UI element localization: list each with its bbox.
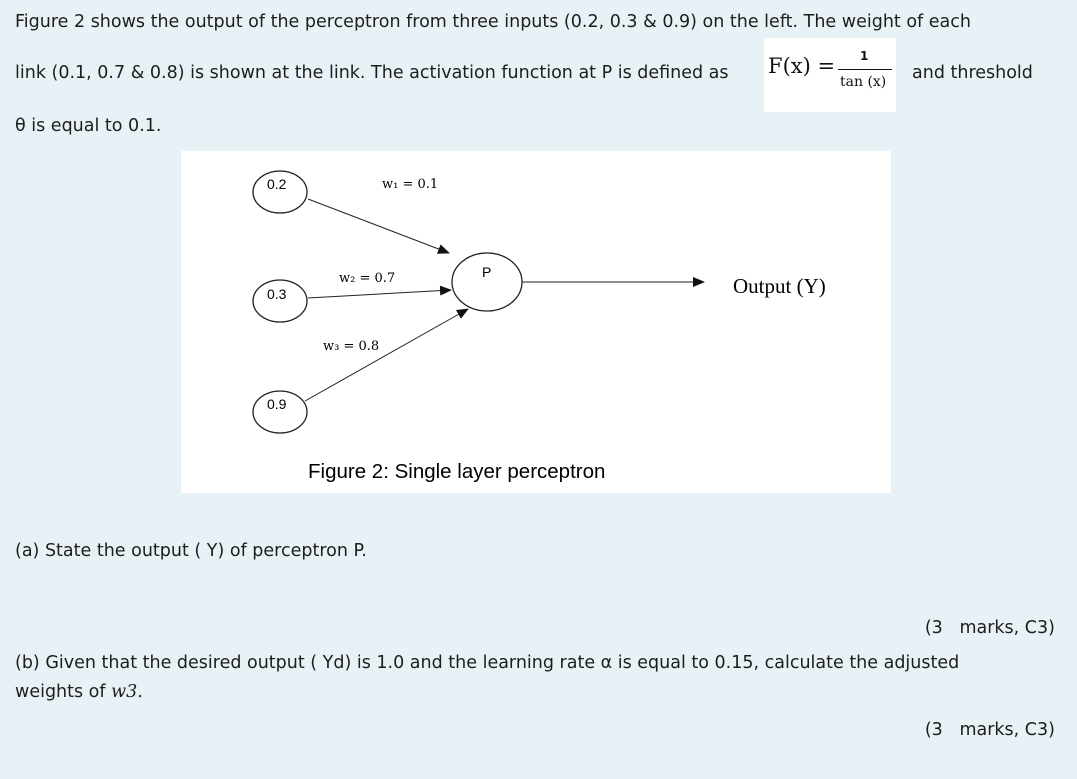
link-w3 [305,309,468,401]
input-node-2-label: 0.3 [267,286,287,302]
formula-numerator: 1 [860,49,869,63]
weight-label-1: w₁ = 0.1 [382,177,439,192]
perceptron-diagram [181,151,891,493]
figure-caption: Figure 2: Single layer perceptron [308,460,606,483]
question-a: (a) State the output ( Y) of perceptron P. [15,541,367,561]
question-a-marks: (3 marks, C3) [924,618,1055,638]
weight-label-3: w₃ = 0.8 [323,339,380,354]
input-node-1-label: 0.2 [267,176,287,192]
formula-denominator: tan (x) [840,74,887,90]
link-w1 [308,199,449,253]
formula-lhs: F(x) = [768,54,836,78]
intro-line-2 [15,63,729,83]
question-b-line-2 [15,682,143,702]
question-b-marks: (3 marks, C3) [924,720,1055,740]
intro-line-1: Figure 2 shows the output of the perceptron from three inputs (0.2, 0.3 & 0.9) on the left. The weight of each [15,12,971,32]
question-b-line-1: (b) Given that the desired output ( Yd) is 1.0 and the learning rate α is equal to 0.15, calculate the adjusted [15,653,960,673]
question-b-line-2-text: weights of [15,682,106,702]
input-node-3-label: 0.9 [267,396,287,412]
intro-line-2-tail: and threshold [912,63,1033,83]
question-b-variable: w3. [111,682,143,702]
activation-formula [764,38,896,112]
intro-line-2-text: link (0.1, 0.7 & 0.8) is shown at the link. The activation function at P is defined as [15,63,729,83]
perceptron-figure [181,151,891,493]
weight-label-2: w₂ = 0.7 [339,271,396,286]
intro-line-3: θ is equal to 0.1. [15,116,162,136]
formula-fraction-bar [838,69,892,70]
output-label: Output (Y) [733,274,826,298]
perceptron-node [452,253,522,311]
link-w2 [308,290,451,298]
perceptron-node-label: P [482,264,492,280]
